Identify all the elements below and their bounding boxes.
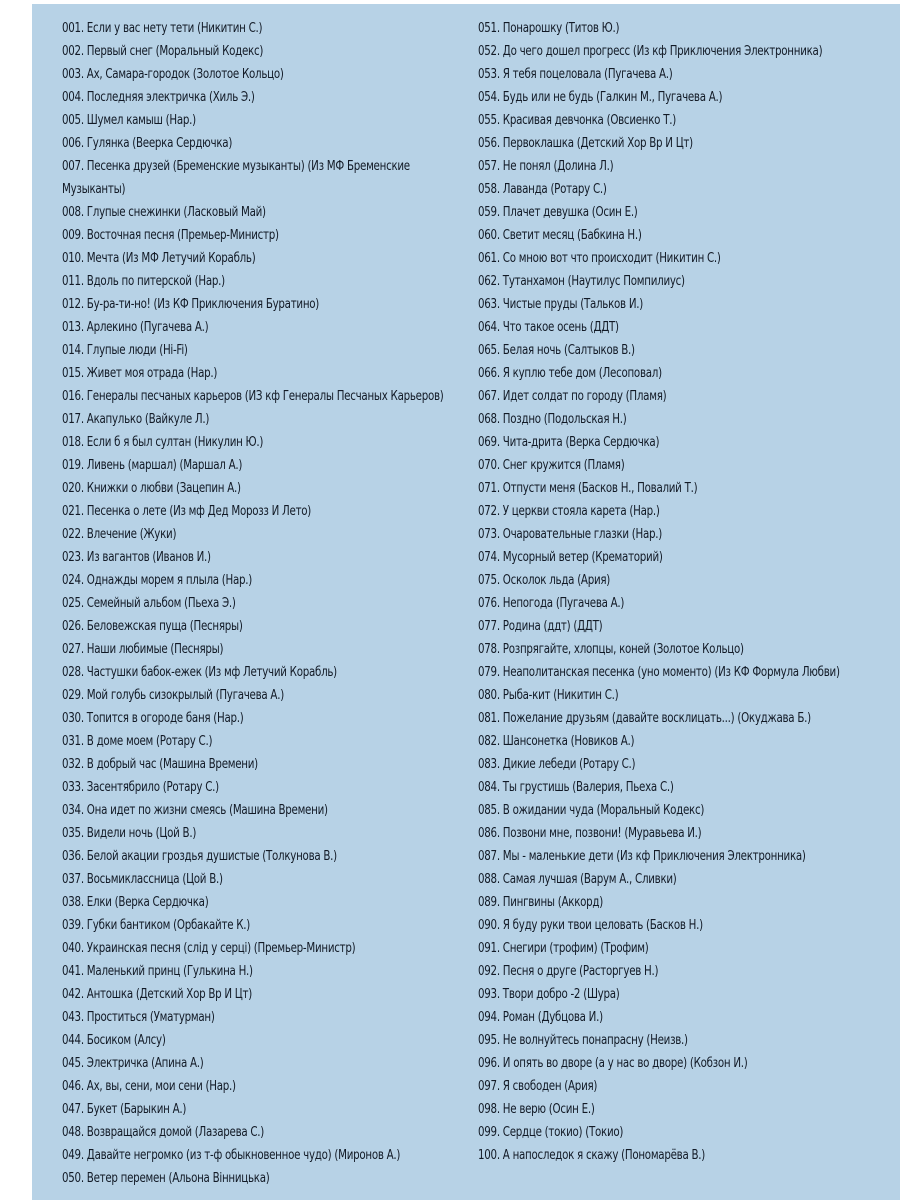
song-list-item: 062. Тутанхамон (Наутилус Помпилиус) [478,274,685,289]
song-list-item: 072. У церкви стояла карета (Нар.) [478,504,660,519]
song-list-column-left [62,17,472,1190]
song-list-item: 097. Я свободен (Ария) [478,1079,598,1094]
song-list-item: 092. Песня о друге (Расторгуев Н.) [478,964,659,979]
song-list-item: 071. Отпусти меня (Басков Н., Повалий Т.) [478,481,698,496]
song-list-item: 022. Влечение (Жуки) [62,527,177,542]
song-list-item: 100. А напоследок я скажу (Пономарёва В.) [478,1148,705,1163]
song-list-item: 043. Проститься (Уматурман) [62,1010,215,1025]
song-list-item: 077. Родина (ддт) (ДДТ) [478,619,603,634]
song-list-item: 019. Ливень (маршал) (Маршал А.) [62,458,243,473]
song-list-item: 058. Лаванда (Ротару С.) [478,182,607,197]
song-list-item: 003. Ах, Самара-городок (Золотое Кольцо) [62,67,284,82]
song-list-item: 056. Первоклашка (Детский Хор Вр И Цт) [478,136,693,151]
song-list-item: 065. Белая ночь (Салтыков В.) [478,343,635,358]
song-list-item: 029. Мой голубь сизокрылый (Пугачева А.) [62,688,284,703]
song-list-item: 093. Твори добро -2 (Шура) [478,987,620,1002]
song-list-item: 075. Осколок льда (Ария) [478,573,611,588]
song-list-item: 012. Бу-ра-ти-но! (Из КФ Приключения Буратино) [62,297,320,312]
song-list-item: 013. Арлекино (Пугачева А.) [62,320,209,335]
song-list-column-right [478,17,898,1167]
song-list-item: 073. Очаровательные глазки (Нар.) [478,527,663,542]
song-list-item: 004. Последняя электричка (Хиль Э.) [62,90,255,105]
song-list-item: 034. Она идет по жизни смеясь (Машина Времени) [62,803,328,818]
song-list-item: 018. Если б я был султан (Никулин Ю.) [62,435,264,450]
song-list-item: 063. Чистые пруды (Тальков И.) [478,297,643,312]
song-list-item: 037. Восьмиклассница (Цой В.) [62,872,223,887]
song-list-item: 085. В ожидании чуда (Моральный Кодекс) [478,803,705,818]
song-list-item: 030. Топится в огороде баня (Нар.) [62,711,244,726]
song-list-item: 067. Идет солдат по городу (Пламя) [478,389,667,404]
song-list-item: 002. Первый снег (Моральный Кодекс) [62,44,264,59]
song-list-item: 011. Вдоль по питерской (Нар.) [62,274,225,289]
song-list-item: 094. Роман (Дубцова И.) [478,1010,603,1025]
song-list-item: 007. Песенка друзей (Бременские музыканты) (Из МФ Бременские Музыканты) [62,159,410,197]
song-list-item: 090. Я буду руки твои целовать (Басков Н.) [478,918,703,933]
song-list-item: 021. Песенка о лете (Из мф Дед Морозз И Лето) [62,504,312,519]
song-list-item: 015. Живет моя отрада (Нар.) [62,366,218,381]
song-list-item: 070. Снег кружится (Пламя) [478,458,625,473]
song-list-item: 008. Глупые снежинки (Ласковый Май) [62,205,266,220]
song-list-item: 033. Засентябрило (Ротару С.) [62,780,219,795]
song-list-item: 086. Позвони мне, позвони! (Муравьева И.) [478,826,702,841]
song-list-item: 046. Ах, вы, сени, мои сени (Нар.) [62,1079,236,1094]
song-list-item: 084. Ты грустишь (Валерия, Пьеха С.) [478,780,674,795]
song-list-item: 057. Не понял (Долина Л.) [478,159,614,174]
song-list-item: 041. Маленький принц (Гулькина Н.) [62,964,253,979]
song-list-item: 074. Мусорный ветер (Крематорий) [478,550,663,565]
song-list-item: 078. Розпрягайте, хлопцы, коней (Золотое Кольцо) [478,642,744,657]
song-list-item: 096. И опять во дворе (а у нас во дворе) (Кобзон И.) [478,1056,748,1071]
song-list-item: 032. В добрый час (Машина Времени) [62,757,258,772]
song-list-item: 060. Светит месяц (Бабкина Н.) [478,228,642,243]
song-list-item: 066. Я куплю тебе дом (Лесоповал) [478,366,662,381]
song-list-item: 050. Ветер перемен (Альона Вінницька) [62,1171,270,1186]
song-list-item: 036. Белой акации гроздья душистые (Толкунова В.) [62,849,337,864]
song-list-item: 069. Чита-дрита (Верка Сердючка) [478,435,660,450]
song-list-item: 091. Снегири (трофим) (Трофим) [478,941,649,956]
song-list-item: 080. Рыба-кит (Никитин С.) [478,688,619,703]
song-list-item: 014. Глупые люди (Hi-Fi) [62,343,188,358]
song-list-item: 098. Не верю (Осин Е.) [478,1102,595,1117]
song-list-item: 035. Видели ночь (Цой В.) [62,826,197,841]
song-list-item: 047. Букет (Барыкин А.) [62,1102,187,1117]
song-list-item: 076. Непогода (Пугачева А.) [478,596,625,611]
song-list-item: 089. Пингвины (Аккорд) [478,895,604,910]
song-list-item: 038. Елки (Верка Сердючка) [62,895,209,910]
song-list-item: 025. Семейный альбом (Пьеха Э.) [62,596,236,611]
song-list-item: 017. Акапулько (Вайкуле Л.) [62,412,210,427]
song-list-item: 010. Мечта (Из МФ Летучий Корабль) [62,251,256,266]
song-list-item: 009. Восточная песня (Премьер-Министр) [62,228,279,243]
song-list-item: 028. Частушки бабок-ежек (Из мф Летучий Корабль) [62,665,337,680]
song-list-item: 095. Не волнуйтесь понапрасну (Неизв.) [478,1033,688,1048]
song-list-item: 006. Гулянка (Веерка Сердючка) [62,136,233,151]
song-list-item: 045. Электричка (Апина А.) [62,1056,204,1071]
song-list-item: 054. Будь или не будь (Галкин М., Пугачева А.) [478,90,723,105]
song-list-item: 040. Украинская песня (слiд у серцi) (Премьер-Министр) [62,941,356,956]
song-list-item: 023. Из вагантов (Иванов И.) [62,550,211,565]
song-list-item: 020. Книжки о любви (Зацепин А.) [62,481,241,496]
song-list-item: 082. Шансонетка (Новиков А.) [478,734,635,749]
song-list-item: 088. Самая лучшая (Варум А., Сливки) [478,872,677,887]
song-list-item: 001. Если у вас нету тети (Никитин С.) [62,21,263,36]
song-list-item: 044. Босиком (Алсу) [62,1033,166,1048]
song-list-item: 024. Однажды морем я плыла (Нар.) [62,573,253,588]
song-list-item: 005. Шумел камыш (Нар.) [62,113,196,128]
song-list-item: 079. Неаполитанская песенка (уно моменто) (Из КФ Формула Любви) [478,665,840,680]
song-list-item: 049. Давайте негромко (из т-ф обыкновенное чудо) (Миронов А.) [62,1148,401,1163]
song-list-item: 064. Что такое осень (ДДТ) [478,320,619,335]
song-list-sheet [32,4,900,1200]
song-list-item: 061. Со мною вот что происходит (Никитин С.) [478,251,721,266]
song-list-item: 081. Пожелание друзьям (давайте восклицать...) (Окуджава Б.) [478,711,811,726]
song-list-item: 042. Антошка (Детский Хор Вр И Цт) [62,987,252,1002]
song-list-item: 039. Губки бантиком (Орбакайте К.) [62,918,251,933]
song-list-item: 055. Красивая девчонка (Овсиенко Т.) [478,113,676,128]
song-list-item: 027. Наши любимые (Песняры) [62,642,224,657]
song-list-item: 016. Генералы песчаных карьеров (ИЗ кф Генералы Песчаных Карьеров) [62,389,444,404]
song-list-item: 083. Дикие лебеди (Ротару С.) [478,757,636,772]
song-list-item: 051. Понарошку (Титов Ю.) [478,21,620,36]
song-list-item: 059. Плачет девушка (Осин Е.) [478,205,638,220]
song-list-item: 087. Мы - маленькие дети (Из кф Приключения Электронника) [478,849,806,864]
song-list-item: 099. Сердце (токио) (Токио) [478,1125,624,1140]
song-list-item: 031. В доме моем (Ротару С.) [62,734,213,749]
song-list-item: 053. Я тебя поцеловала (Пугачева А.) [478,67,673,82]
song-list-item: 048. Возвращайся домой (Лазарева С.) [62,1125,265,1140]
song-list-item: 026. Беловежская пуща (Песняры) [62,619,243,634]
song-list-item: 052. До чего дошел прогресс (Из кф Приключения Электронника) [478,44,823,59]
song-list-item: 068. Поздно (Подольская Н.) [478,412,627,427]
